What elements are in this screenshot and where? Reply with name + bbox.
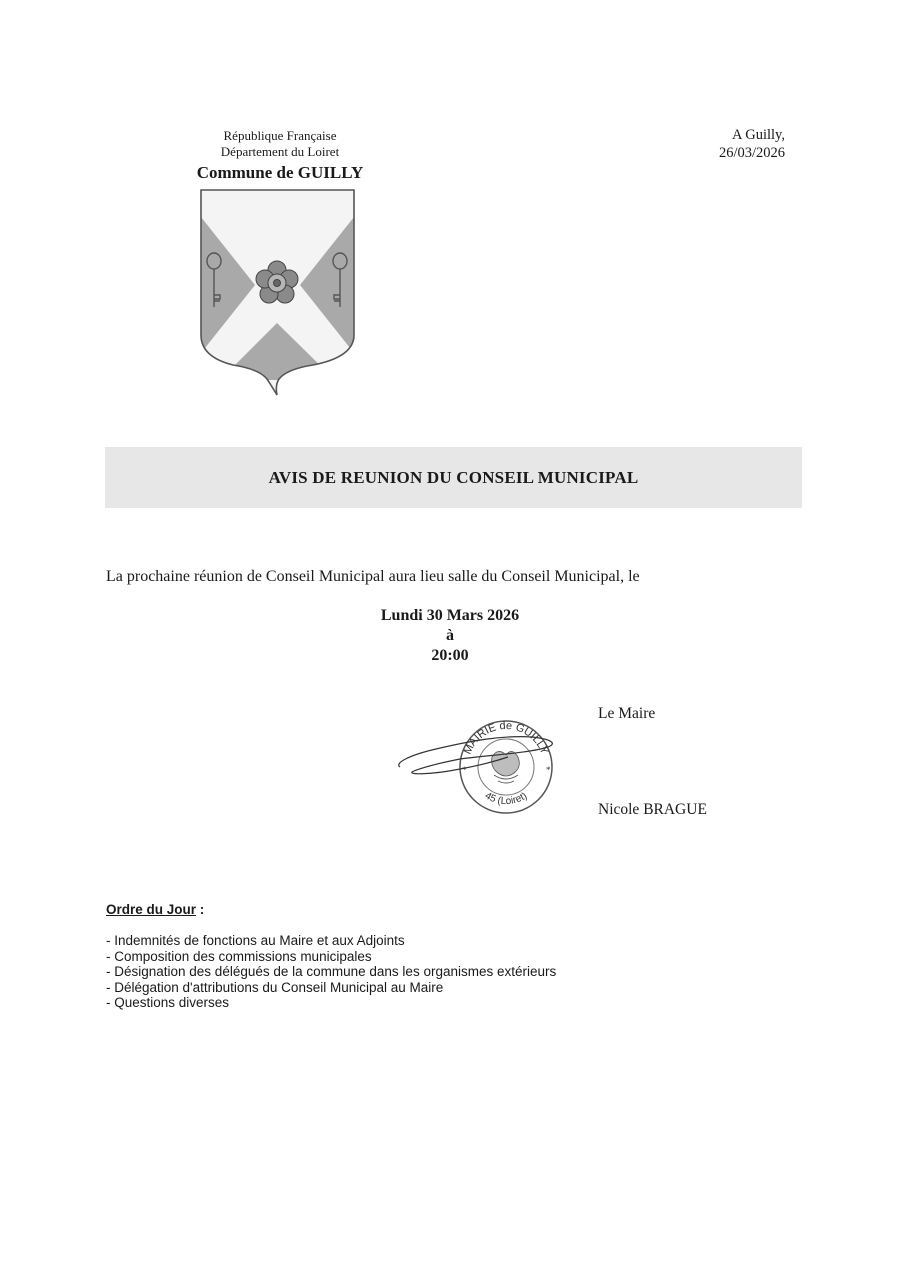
agenda-item: - Indemnités de fonctions au Maire et aux Adjoints	[106, 933, 405, 948]
place-date-block	[650, 126, 785, 162]
meeting-time: 20:00	[431, 647, 469, 664]
republic-label: République Française	[223, 128, 337, 143]
agenda-item: - Composition des commissions municipales	[106, 948, 372, 964]
coat-of-arms-icon	[195, 185, 360, 400]
meeting-day: Lundi 30 Mars 2026	[380, 607, 520, 624]
notice-title: AVIS DE REUNION DU CONSEIL MUNICIPAL	[268, 467, 639, 487]
meeting-datetime	[300, 606, 600, 666]
signatory-name: Nicole BRAGUE	[598, 801, 707, 818]
agenda-title-text: Ordre du Jour	[106, 902, 197, 917]
signatory-role: Le Maire	[598, 705, 656, 722]
svg-text:*: *	[462, 765, 467, 775]
svg-text:45 (Loiret)	[483, 791, 529, 808]
agenda-item: - Délégation d'attributions du Conseil Municipal au Maire	[106, 979, 444, 995]
agenda-item: - Désignation des délégués de la commune dans les organismes extérieurs	[106, 964, 557, 979]
agenda-title-suffix: :	[196, 902, 205, 917]
notice-banner	[105, 447, 802, 508]
svg-text:*: *	[546, 765, 551, 775]
department-label: Département du Loiret	[220, 144, 340, 159]
agenda-title	[106, 902, 204, 917]
issuer-block	[160, 128, 400, 185]
agenda-item: - Questions diverses	[106, 995, 230, 1010]
intro-text: La prochaine réunion de Conseil Municipal aura lieu salle du Conseil Municipal, le	[106, 568, 640, 585]
stamp-text-bottom: 45 (Loiret)	[482, 790, 530, 808]
meeting-at: à	[446, 627, 454, 644]
stamp-signature	[390, 715, 570, 820]
commune-title: Commune de GUILLY	[196, 163, 364, 182]
stamp-text-top: MAIRIE de GUILLY	[461, 719, 551, 757]
svg-text:MAIRIE de GUILLY	[462, 720, 551, 757]
issue-date: 26/03/2026	[718, 145, 785, 161]
agenda-list	[106, 933, 556, 1011]
place-label: A Guilly,	[731, 127, 785, 143]
